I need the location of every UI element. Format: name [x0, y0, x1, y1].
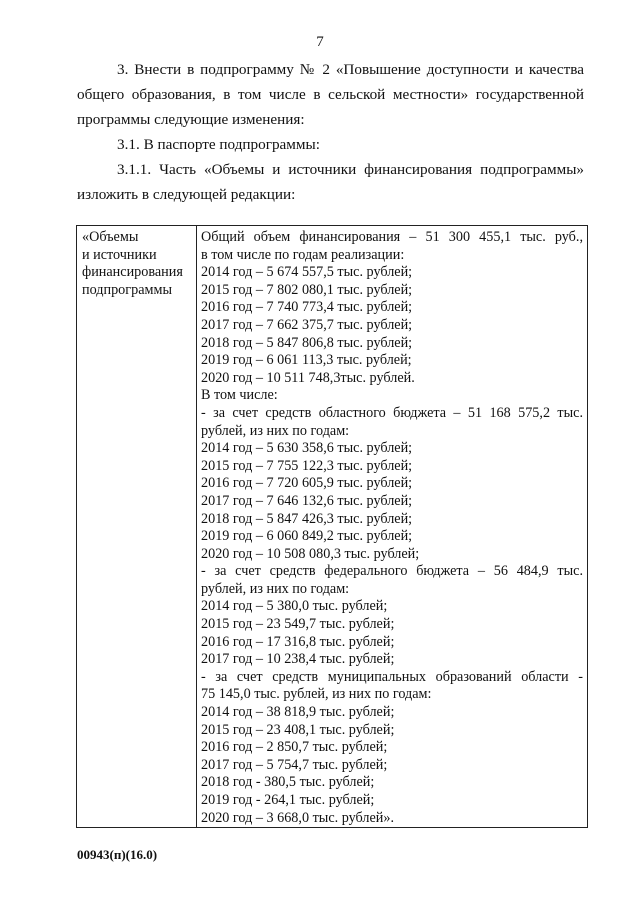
financing-table [76, 225, 588, 828]
year-line: 2015 год – 7 802 080,1 тыс. рублей; [201, 281, 413, 298]
label-line: финансирования [82, 264, 183, 281]
document-code: 00943(п)(16.0) [77, 847, 158, 862]
paragraph-amendment: 3. Внести в подпрограмму № 2 «Повышение доступности и качества общего образования, в том числе в сельской местности» государственной программы следующие изменения: [77, 61, 584, 128]
year-line: 2020 год – 3 668,0 тыс. рублей». [201, 809, 394, 826]
year-line: 2017 год – 7 662 375,7 тыс. рублей; [201, 316, 413, 333]
year-line: 2018 год – 5 847 426,3 тыс. рублей; [201, 510, 413, 527]
year-line: 2017 год – 7 646 132,6 тыс. рублей; [201, 492, 413, 509]
paragraph-passport: 3.1. В паспорте подпрограммы: [117, 136, 320, 153]
year-line: 2018 год – 5 847 806,8 тыс. рублей; [201, 334, 413, 351]
content-line: В том числе: [201, 387, 278, 404]
year-line: 2015 год – 23 408,1 тыс. рублей; [201, 721, 395, 738]
year-line: 2016 год – 17 316,8 тыс. рублей; [201, 633, 395, 650]
year-line: 2014 год – 38 818,9 тыс. рублей; [201, 704, 395, 721]
year-line: 2016 год – 7 720 605,9 тыс. рублей; [201, 475, 413, 492]
table-cell-label [77, 226, 197, 828]
year-line: 2019 год – 6 061 113,3 тыс. рублей; [201, 352, 412, 369]
paragraph-financing-part: 3.1.1. Часть «Объемы и источники финансирования подпрограммы» изложить в следующей редакции: [77, 161, 584, 203]
year-line: 2020 год – 10 511 748,3тыс. рублей. [201, 369, 415, 386]
year-line: 2016 год – 2 850,7 тыс. рублей; [201, 739, 388, 756]
content-line: рублей, из них по годам: [201, 422, 350, 439]
year-line: 2019 год – 6 060 849,2 тыс. рублей; [201, 528, 413, 545]
source-line: - за счет средств областного бюджета – 51 168 575,2 тыс. [201, 404, 583, 421]
content-line: рублей, из них по годам: [201, 580, 350, 597]
year-line: 2014 год – 5 674 557,5 тыс. рублей; [201, 264, 413, 281]
label-line: и источники [82, 246, 157, 263]
total-line: Общий объем финансирования – 51 300 455,1 тыс. руб., [201, 229, 583, 245]
table-cell-content [197, 226, 588, 828]
year-line: 2016 год – 7 740 773,4 тыс. рублей; [201, 299, 413, 316]
label-line: «Объемы [82, 229, 139, 245]
content-line: 75 145,0 тыс. рублей, из них по годам: [201, 686, 432, 703]
content-line: в том числе по годам реализации: [201, 246, 405, 263]
table-row [77, 226, 588, 828]
source-line: - за счет средств федерального бюджета – 56 484,9 тыс. [201, 563, 583, 580]
year-line: 2017 год – 5 754,7 тыс. рублей; [201, 756, 388, 773]
year-line: 2015 год – 7 755 122,3 тыс. рублей; [201, 457, 413, 474]
year-line: 2014 год – 5 380,0 тыс. рублей; [201, 598, 388, 615]
year-line: 2019 год - 264,1 тыс. рублей; [201, 792, 375, 808]
label-line: подпрограммы [82, 281, 172, 298]
year-line: 2014 год – 5 630 358,6 тыс. рублей; [201, 440, 413, 457]
source-line: - за счет средств муниципальных образований области - [201, 668, 583, 685]
year-line: 2015 год – 23 549,7 тыс. рублей; [201, 616, 395, 633]
year-line: 2018 год - 380,5 тыс. рублей; [201, 774, 375, 791]
year-line: 2017 год – 10 238,4 тыс. рублей; [201, 651, 395, 668]
page-number: 7 [316, 34, 324, 50]
year-line: 2020 год – 10 508 080,3 тыс. рублей; [201, 545, 420, 562]
